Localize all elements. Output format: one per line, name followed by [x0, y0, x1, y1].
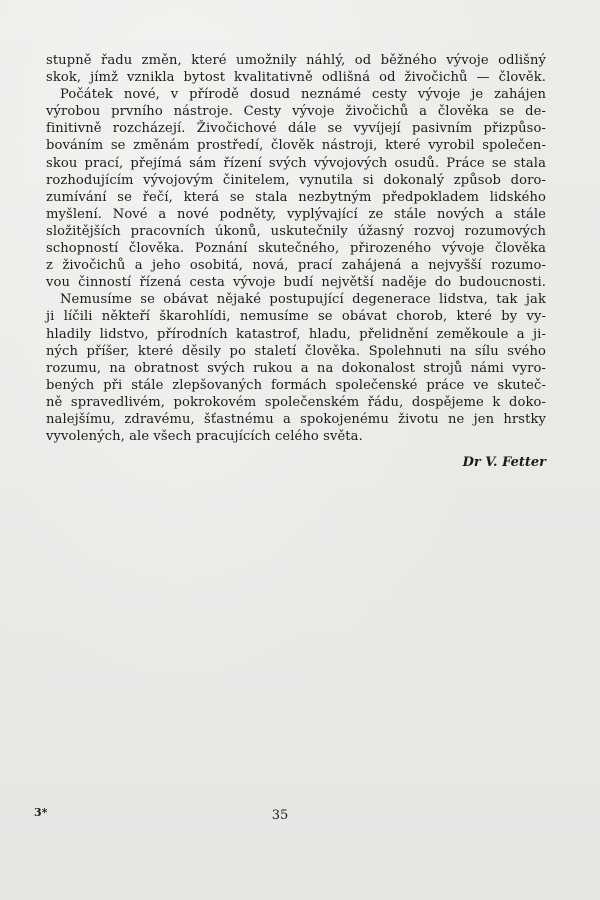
text-line: nalejšímu, zdravému, šťastnému a spokojenému životu ne jen hrstky — [46, 411, 546, 427]
text-line: skok, jímž vznikla bytost kvalitativně odlišná od živočichů — člověk. — [46, 70, 546, 86]
text-line: ně spravedlivém, pokrokovém společenském řádu, dospějeme k doko- — [46, 394, 546, 410]
text-line: výrobou prvního nástroje. Cesty vývoje živočichů a člověka se de- — [46, 104, 546, 120]
text-line: hladily lidstvo, přírodních katastrof, hladu, přelidnění zeměkoule a ji- — [46, 326, 546, 342]
text-line: vou činností řízená cesta vývoje budí největší naděje do budoucnosti. — [46, 275, 546, 291]
text-line: vyvolených, ale všech pracujících celého světa. — [46, 429, 363, 445]
text-line: ných příšer, které děsily po staletí člověka. Spolehnuti na sílu svého — [46, 343, 546, 359]
text-line: ji líčili někteří škarohlídi, nemusíme se obávat chorob, které by vy- — [46, 309, 546, 325]
text-line: rozumu, na obratnost svých rukou a na dokonalost strojů námi vyro- — [46, 360, 546, 376]
author-signature: Dr V. Fetter — [462, 455, 546, 470]
page-number: 35 — [271, 808, 289, 823]
text-line: rozhodujícím vývojovým činitelem, vynutila si dokonalý způsob doro- — [46, 172, 546, 188]
text-line: myšlení. Nové a nové podněty, vyplývající ze stále nových a stále — [46, 206, 546, 222]
text-line: stupně řadu změn, které umožnily náhlý, od běžného vývoje odlišný — [46, 53, 546, 68]
text-line: schopností člověka. Poznání skutečného, přirozeného vývoje člověka — [46, 241, 546, 257]
text-line: finitivně rozcházejí. Živočichové dále se vyvíjejí pasivním přizpůso- — [46, 121, 546, 137]
text-line: zumívání se řečí, která se stala nezbytným předpokladem lidského — [46, 189, 546, 205]
text-line: bováním se změnám prostředí, člověk nástroji, které vyrobil společen- — [46, 138, 546, 154]
text-line: skou prací, přejímá sám řízení svých vývojových osudů. Práce se stala — [46, 155, 546, 171]
text-line: z živočichů a jeho osobitá, nová, prací zahájená a nejvyšší rozumo- — [46, 258, 546, 274]
text-line: Nemusíme se obávat nějaké postupující degenerace lidstva, tak jak — [60, 292, 546, 308]
printer-signature-mark: 3* — [34, 806, 48, 819]
text-line: bených při stále zlepšovaných formách společenské práce ve skuteč- — [46, 377, 546, 393]
body-text — [46, 52, 546, 445]
text-line: složitějších pracovních úkonů, uskutečnily úžasný rozvoj rozumových — [46, 223, 546, 239]
text-line: Počátek nové, v přírodě dosud neznámé cesty vývoje je zahájen — [60, 87, 546, 103]
